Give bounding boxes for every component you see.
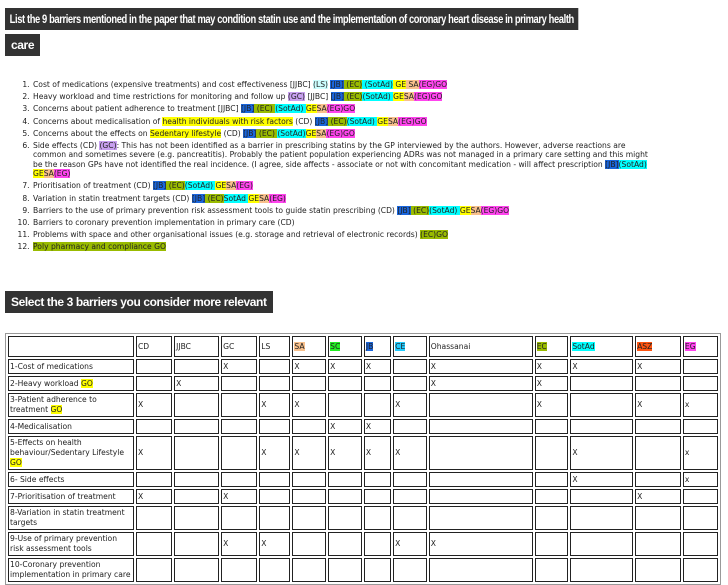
column-header <box>292 336 326 357</box>
selection-cell[interactable] <box>570 489 633 504</box>
selection-cell[interactable]: X <box>292 359 326 374</box>
table-row <box>8 359 718 374</box>
selection-cell[interactable] <box>364 393 391 417</box>
row-label <box>8 558 134 582</box>
text-segment: 10-Coronary prevention implementation in primary care <box>10 560 131 579</box>
selection-cell[interactable] <box>174 489 219 504</box>
column-header-label: SC <box>330 341 341 351</box>
selection-cell[interactable]: X <box>535 393 569 417</box>
selection-cell[interactable] <box>635 558 681 582</box>
selection-cell[interactable] <box>259 506 290 530</box>
table-row <box>8 489 718 504</box>
selection-cell[interactable]: x <box>683 393 718 417</box>
column-header-label: CE <box>395 341 406 351</box>
selection-cell[interactable]: X <box>570 436 633 470</box>
column-header-label: JJBC <box>176 341 191 351</box>
annotation-tag: Poly pharmacy and compliance GO <box>33 242 166 252</box>
selection-cell[interactable] <box>221 419 257 434</box>
selection-cell[interactable] <box>429 393 533 417</box>
selection-cell[interactable]: X <box>136 489 172 504</box>
column-header <box>328 336 362 357</box>
annotation-tag: (LS) <box>313 80 329 89</box>
selection-cell[interactable] <box>364 532 391 556</box>
selection-cell[interactable] <box>221 393 257 417</box>
annotation-tag: (SotAd) <box>277 128 306 138</box>
annotation-tag: (GC) <box>287 92 306 102</box>
annotation-tag: (EG) <box>236 181 253 191</box>
selection-cell[interactable] <box>136 472 172 487</box>
selection-cell[interactable] <box>535 558 569 582</box>
selection-cell[interactable] <box>259 376 290 391</box>
row-label <box>8 419 134 434</box>
text-segment: : This has not been identified as a barrier in prescribing statins by the GP interviewed by the authors. However, adverse reactions are common and sometimes severe (e.g. pancreatitis). Probably the patient population experiencing ADRs was not managed in a primary care setting and this might be the reason GPs have not identified the real incidence. (I agree, side affects - associate or not with concomitant medication - will affect prescription <box>33 141 648 169</box>
selection-cell[interactable]: X <box>535 376 569 391</box>
column-header <box>393 336 427 357</box>
annotation-tag: GE <box>248 193 260 203</box>
selection-cell[interactable] <box>535 506 569 530</box>
selection-cell[interactable]: X <box>328 419 362 434</box>
question-1-title-continued: care <box>5 34 40 56</box>
column-header-label: SA <box>294 341 305 351</box>
annotation-tag: GE <box>305 128 317 138</box>
annotation-tag: (SotAd) <box>362 80 393 89</box>
column-header-label: EG <box>684 341 696 351</box>
selection-cell[interactable] <box>174 532 219 556</box>
selection-cell[interactable] <box>683 489 718 504</box>
barrier-item <box>32 92 652 101</box>
annotation-tag: SA <box>406 80 419 89</box>
selection-cell[interactable]: X <box>292 436 326 470</box>
column-header-label: CD <box>138 341 150 351</box>
selection-cell[interactable] <box>136 506 172 530</box>
selection-cell[interactable] <box>292 506 326 530</box>
selection-cell[interactable]: x <box>683 436 718 470</box>
selection-cell[interactable] <box>429 419 533 434</box>
text-segment: Barriers to coronary prevention implementation in primary care (CD) <box>33 218 295 228</box>
selection-cell[interactable] <box>328 558 362 582</box>
selection-cell[interactable] <box>328 472 362 487</box>
selection-cell[interactable]: X <box>259 532 290 556</box>
annotation-tag: GO <box>50 405 63 414</box>
column-header <box>570 336 633 357</box>
annotation-tag: GE <box>305 104 317 114</box>
selection-cell[interactable]: X <box>328 436 362 470</box>
text-segment: Concerns about medicalisation of <box>33 116 163 126</box>
selection-cell[interactable] <box>393 506 427 530</box>
annotation-tag: GE <box>459 205 471 215</box>
barrier-item <box>32 242 652 251</box>
selection-cell[interactable]: X <box>136 436 172 470</box>
selection-cell[interactable] <box>364 376 391 391</box>
selection-cell[interactable] <box>221 436 257 470</box>
selection-cell[interactable] <box>364 558 391 582</box>
selection-cell[interactable] <box>174 393 219 417</box>
table-row <box>8 419 718 434</box>
annotation-tag: (SotAd) <box>275 104 306 114</box>
selection-cell[interactable]: X <box>570 472 633 487</box>
annotation-tag: (EG) <box>53 169 71 179</box>
annotation-tag: (EG) <box>269 193 286 203</box>
selection-cell[interactable]: X <box>393 393 427 417</box>
annotation-tag: (EC) <box>410 205 430 215</box>
text-segment: Barriers to the use of primary prevention risk assessment tools to guide statin prescribing (CD) <box>33 205 398 215</box>
selection-cell[interactable] <box>535 472 569 487</box>
column-header <box>429 336 533 357</box>
selection-cell[interactable]: X <box>429 532 533 556</box>
column-header <box>174 336 219 357</box>
selection-cell[interactable] <box>259 359 290 374</box>
annotation-tag: [JB] <box>330 80 344 89</box>
selection-cell[interactable] <box>174 558 219 582</box>
annotation-tag: (EG)GO <box>326 104 356 114</box>
selection-cell[interactable]: X <box>259 436 290 470</box>
selection-cell[interactable] <box>683 419 718 434</box>
selection-cell[interactable] <box>683 506 718 530</box>
selection-cell[interactable] <box>174 506 219 530</box>
selection-cell[interactable] <box>535 532 569 556</box>
selection-cell[interactable] <box>221 376 257 391</box>
selection-cell[interactable] <box>292 532 326 556</box>
barrier-item <box>32 230 652 239</box>
selection-cell[interactable] <box>174 359 219 374</box>
selection-cell[interactable] <box>635 436 681 470</box>
selection-cell[interactable]: X <box>364 436 391 470</box>
annotation-tag: GE <box>33 169 44 179</box>
question-1-title: List the 9 barriers mentioned in the paper that may condition statin use and the implementation of coronary heart disease in primary health <box>5 8 579 30</box>
barrier-item <box>32 129 652 138</box>
selection-cell[interactable] <box>259 489 290 504</box>
selection-cell[interactable] <box>292 558 326 582</box>
annotation-tag: GE <box>392 80 407 89</box>
selection-cell[interactable] <box>570 419 633 434</box>
annotation-tag: GE <box>393 92 404 102</box>
selection-cell[interactable] <box>429 506 533 530</box>
text-segment: 3-Patient adherence to treatment <box>10 395 97 414</box>
column-header <box>259 336 290 357</box>
column-header <box>683 336 718 357</box>
barrier-item <box>32 141 652 179</box>
text-segment: 2-Heavy workload <box>10 378 82 388</box>
table-header-row <box>8 336 718 357</box>
column-header <box>635 336 681 357</box>
selection-cell[interactable] <box>174 419 219 434</box>
annotation-tag: (SotAd) <box>184 181 216 191</box>
selection-cell[interactable] <box>174 436 219 470</box>
selection-cell[interactable]: X <box>136 393 172 417</box>
question-2-title: Select the 3 barriers you consider more relevant <box>5 291 273 313</box>
selection-cell[interactable] <box>535 489 569 504</box>
text-segment: 5-Effects on health behaviour/Sedentary Lifestyle <box>10 438 125 457</box>
selection-cell[interactable] <box>328 489 362 504</box>
column-header-label: JB <box>365 341 374 351</box>
table-row <box>8 436 718 470</box>
barrier-item <box>32 206 652 215</box>
annotation-tag: SA <box>316 128 327 138</box>
annotation-tag: health individuals with risk factors <box>162 116 293 126</box>
annotation-tag: GE <box>215 181 227 191</box>
selection-cell[interactable] <box>535 436 569 470</box>
row-label <box>8 436 134 470</box>
selection-cell[interactable]: X <box>635 489 681 504</box>
text-segment: 1-Cost of medications <box>10 361 93 371</box>
annotation-tag: (EC) <box>256 128 278 138</box>
column-header <box>136 336 172 357</box>
selection-cell[interactable] <box>570 393 633 417</box>
selection-cell[interactable] <box>535 419 569 434</box>
row-label <box>8 506 134 530</box>
selection-cell[interactable]: X <box>393 532 427 556</box>
selection-cell[interactable]: X <box>535 359 569 374</box>
table-row <box>8 393 718 417</box>
table-row <box>8 558 718 582</box>
row-label <box>8 489 134 504</box>
annotation-tag: SotAd <box>223 193 249 203</box>
selection-cell[interactable] <box>570 558 633 582</box>
selection-cell[interactable] <box>221 506 257 530</box>
column-header-label: Ohassanai <box>430 341 471 351</box>
text-segment: Concerns about the effects on <box>33 128 150 138</box>
text-segment: 4-Medicalisation <box>10 421 72 431</box>
annotation-tag: [JB] <box>191 193 206 203</box>
barrier-selection-table <box>5 333 721 585</box>
row-label <box>8 472 134 487</box>
selection-cell[interactable] <box>136 558 172 582</box>
selection-cell[interactable]: X <box>429 376 533 391</box>
selection-cell[interactable]: X <box>221 489 257 504</box>
column-header <box>221 336 257 357</box>
selection-cell[interactable]: X <box>635 359 681 374</box>
text-segment: 9-Use of primary prevention risk assessment tools <box>10 534 118 553</box>
selection-cell[interactable]: X <box>259 393 290 417</box>
text-segment: Side effects (CD) <box>33 141 100 151</box>
selection-cell[interactable] <box>221 558 257 582</box>
selection-cell[interactable] <box>635 506 681 530</box>
selection-cell[interactable] <box>292 419 326 434</box>
row-label <box>8 532 134 556</box>
selection-cell[interactable] <box>570 532 633 556</box>
column-header <box>364 336 391 357</box>
annotation-tag: [JB] <box>240 104 255 114</box>
annotation-tag: GO <box>10 458 22 467</box>
barrier-item <box>32 117 652 126</box>
barrier-item <box>32 181 652 190</box>
selection-cell[interactable] <box>136 419 172 434</box>
selection-cell[interactable]: X <box>364 359 391 374</box>
annotation-tag: (EG)GO <box>418 80 448 89</box>
annotation-tag: [JB] <box>605 159 619 169</box>
selection-cell[interactable] <box>328 393 362 417</box>
annotation-tag: (EG)GO <box>326 128 355 138</box>
selection-cell[interactable]: X <box>393 436 427 470</box>
annotation-tag: (GC) <box>99 141 117 151</box>
selection-cell[interactable]: X <box>570 359 633 374</box>
annotation-tag: (SotAd) <box>346 116 378 126</box>
annotation-tag: (EC) <box>254 104 276 114</box>
text-segment: 6- Side effects <box>10 474 65 484</box>
text-segment: (CD) <box>292 116 315 126</box>
table-row <box>8 532 718 556</box>
selection-cell[interactable]: X <box>292 393 326 417</box>
annotation-tag: (EC) <box>343 80 363 89</box>
selection-cell[interactable] <box>429 489 533 504</box>
selection-cell[interactable] <box>635 376 681 391</box>
selection-cell[interactable] <box>221 472 257 487</box>
selection-cell[interactable] <box>683 532 718 556</box>
selection-cell[interactable]: X <box>635 393 681 417</box>
text-segment: 8-Variation in statin treatment targets <box>10 508 125 527</box>
annotation-tag: (EC) <box>344 92 363 102</box>
selection-cell[interactable]: X <box>174 376 219 391</box>
annotation-tag: SA <box>387 116 399 126</box>
text-segment: [JJBC] <box>305 92 331 102</box>
text-segment: Variation in statin treatment targets (CD) <box>33 193 192 203</box>
annotation-tag: SA <box>259 193 270 203</box>
annotation-tag: (EC)GO <box>420 230 448 240</box>
column-header-label: EC <box>536 341 547 351</box>
row-label <box>8 359 134 374</box>
selection-cell[interactable] <box>136 359 172 374</box>
selection-cell[interactable] <box>429 558 533 582</box>
column-header-label: GC <box>223 341 235 351</box>
selection-cell[interactable] <box>570 506 633 530</box>
selection-cell[interactable] <box>259 472 290 487</box>
selection-cell[interactable] <box>393 558 427 582</box>
selection-cell[interactable] <box>635 472 681 487</box>
text-segment: (CD) <box>221 128 244 138</box>
row-label <box>8 376 134 391</box>
column-header-label: LS <box>261 341 271 351</box>
text-segment: Problems with space and other organisational issues (e.g. storage and retrieval of electronic records) <box>33 230 421 240</box>
annotation-tag: [JB] <box>397 205 411 215</box>
text-segment: Concerns about patient adherence to treatment [JJBC] <box>33 104 241 114</box>
table-row <box>8 506 718 530</box>
selection-cell[interactable] <box>570 376 633 391</box>
annotation-tag: (EG)GO <box>398 116 427 126</box>
selection-cell[interactable] <box>393 359 427 374</box>
selection-cell[interactable]: X <box>429 359 533 374</box>
selection-cell[interactable] <box>393 419 427 434</box>
selection-cell[interactable] <box>393 489 427 504</box>
annotation-tag: (EG)GO <box>414 92 443 102</box>
barrier-item <box>32 194 652 203</box>
barrier-item <box>32 104 652 113</box>
header-blank <box>8 336 134 357</box>
selection-cell[interactable] <box>393 472 427 487</box>
selection-cell[interactable] <box>136 532 172 556</box>
row-label <box>8 393 134 417</box>
selection-cell[interactable]: X <box>328 359 362 374</box>
selection-cell[interactable] <box>635 419 681 434</box>
annotation-tag: SA <box>403 92 414 102</box>
annotation-tag: (SotAd) <box>618 159 647 169</box>
column-header-label: ASZ <box>637 341 653 351</box>
barrier-item <box>32 218 652 227</box>
barrier-list <box>0 80 652 255</box>
selection-cell[interactable] <box>683 359 718 374</box>
text-segment: 7-Prioritisation of treatment <box>10 491 116 501</box>
annotation-tag: (SotAd) <box>362 92 394 102</box>
text-segment: Prioritisation of treatment (CD) <box>33 181 153 191</box>
table-row <box>8 376 718 391</box>
barrier-item <box>32 80 652 89</box>
selection-cell[interactable] <box>292 472 326 487</box>
annotation-tag: (EC) <box>328 116 347 126</box>
annotation-tag: GO <box>81 378 93 388</box>
annotation-tag: (EC) <box>205 193 224 203</box>
annotation-tag: (SotAd) <box>429 205 460 215</box>
selection-cell[interactable] <box>364 472 391 487</box>
text-segment: Heavy workload and time restrictions for monitoring and follow up <box>33 92 288 102</box>
selection-cell[interactable]: x <box>683 472 718 487</box>
selection-cell[interactable] <box>683 558 718 582</box>
annotation-tag: [JB] <box>243 128 257 138</box>
annotation-tag: [JB] <box>152 181 167 191</box>
column-header-label: SotAd <box>572 341 595 351</box>
selection-cell[interactable] <box>429 436 533 470</box>
annotation-tag: (EG)GO <box>480 205 510 215</box>
selection-cell[interactable] <box>328 376 362 391</box>
selection-cell[interactable]: X <box>221 359 257 374</box>
annotation-tag: Sedentary lifestyle <box>149 128 222 138</box>
annotation-tag: SA <box>470 205 481 215</box>
selection-cell[interactable] <box>174 472 219 487</box>
selection-cell[interactable] <box>292 489 326 504</box>
column-header <box>535 336 569 357</box>
selection-cell[interactable] <box>328 506 362 530</box>
annotation-tag: [JB] <box>330 92 345 102</box>
selection-cell[interactable]: X <box>364 419 391 434</box>
text-segment: Cost of medications (expensive treatments) and cost effectiveness [JJBC] <box>33 80 314 89</box>
selection-cell[interactable] <box>259 558 290 582</box>
annotation-tag: (EC) <box>166 181 185 191</box>
table-row <box>8 472 718 487</box>
selection-cell[interactable] <box>292 376 326 391</box>
selection-cell[interactable]: X <box>221 532 257 556</box>
selection-cell[interactable] <box>364 506 391 530</box>
selection-cell[interactable] <box>259 419 290 434</box>
selection-cell[interactable] <box>364 489 391 504</box>
selection-cell[interactable] <box>393 376 427 391</box>
annotation-tag: SA <box>316 104 327 114</box>
annotation-tag: [JB] <box>314 116 329 126</box>
selection-cell[interactable] <box>429 472 533 487</box>
annotation-tag: SA <box>226 181 237 191</box>
selection-cell[interactable] <box>683 376 718 391</box>
selection-cell[interactable] <box>136 376 172 391</box>
annotation-tag: SA <box>43 169 54 179</box>
annotation-tag: GE <box>377 116 388 126</box>
selection-cell[interactable] <box>635 532 681 556</box>
selection-cell[interactable] <box>328 532 362 556</box>
